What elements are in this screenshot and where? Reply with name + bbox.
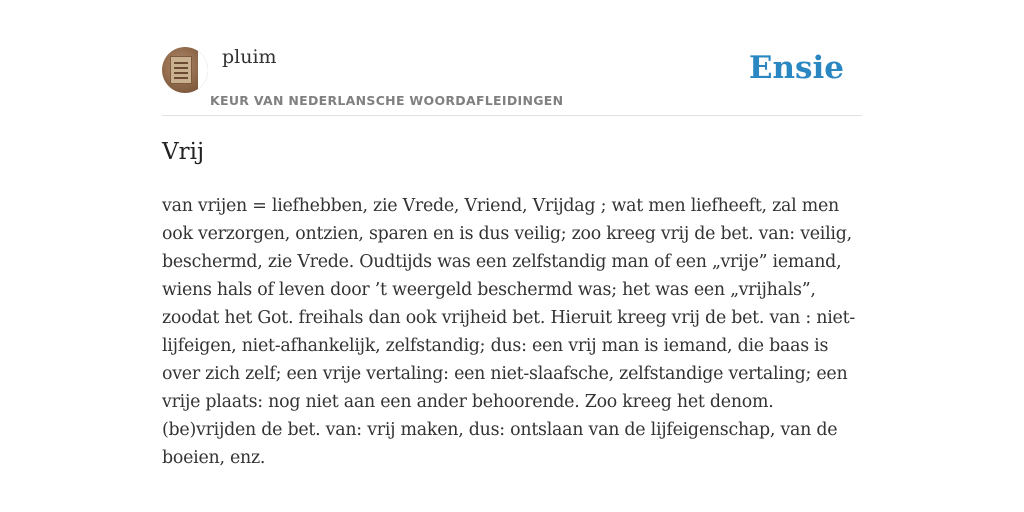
avatar-edge [198,47,208,93]
username-link[interactable]: pluim [222,46,277,68]
ensie-logo[interactable]: Ensie [748,50,844,86]
entry-definition: van vrijen = liefhebben, zie Vrede, Vriend, Vrijdag ; wat men liefheeft, zal men ook verzorgen, ontzien, sparen en is dus veilig; zoo kreeg vrij de bet. van: veilig, beschermd, zie Vrede. Oudtijds was een zelfstandig man of een „vrije” iemand, wiens hals of leven door ’t weergeld beschermd was; het was een „vrijhals”, zoodat het Got. freihals dan ook vrijheid bet. Hieruit kreeg vrij de bet. van : niet-lijfeigen, niet-afhankelijk, zelfstandig; dus: een vrij man is iemand, die baas is over zich zelf; een vrije vertaling: een niet-slaafsche, zelfstandige vertaling; een vrije plaats: nog niet aan een ander behoorende. Zoo kreeg het denom. (be)vrijden de bet. van: vrij maken, dus: ontslaan van de lijfeigenschap, van de boeien, enz. [162,196,855,468]
source-link[interactable]: KEUR VAN NEDERLANSCHE WOORDAFLEIDINGEN [210,93,564,108]
user-avatar[interactable] [162,47,208,93]
avatar-image [170,56,192,84]
header [162,40,862,116]
entry-title: Vrij [162,139,205,165]
